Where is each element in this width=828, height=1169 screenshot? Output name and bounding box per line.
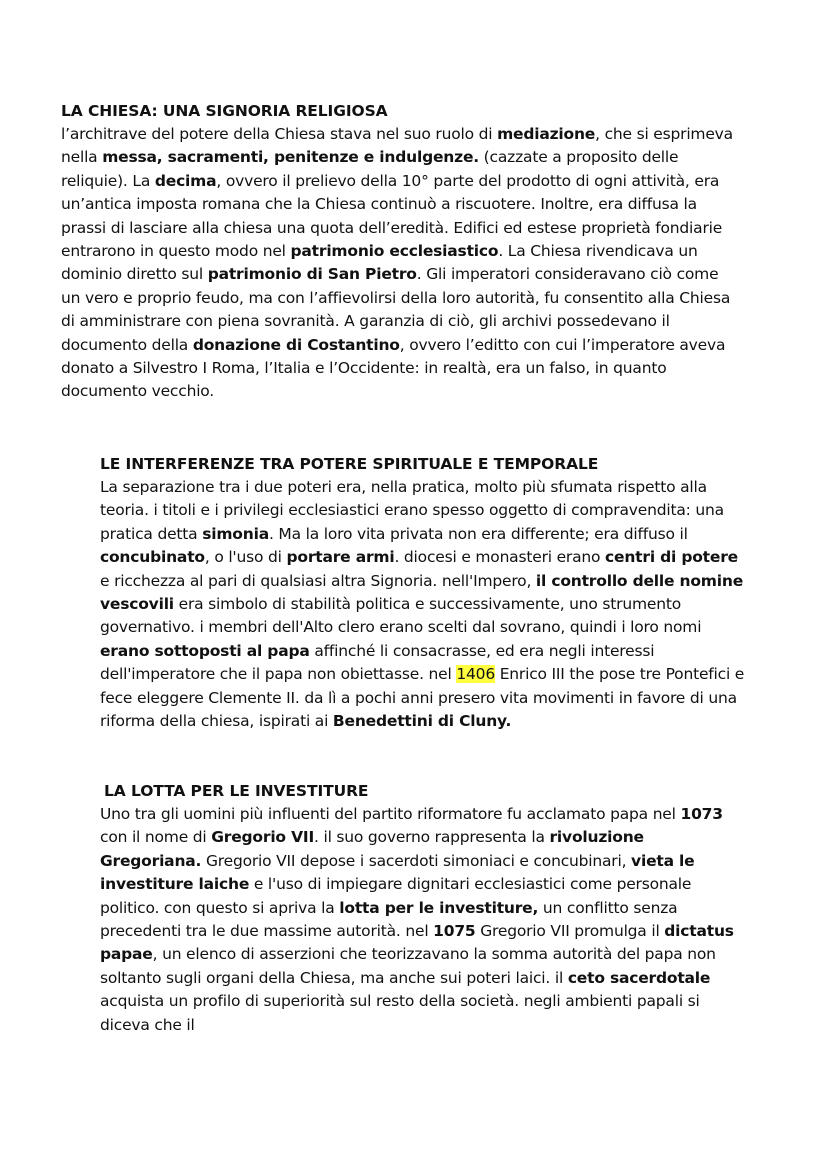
section-heading: LE INTERFERENZE TRA POTERE SPIRITUALE E TEMPORALE	[100, 455, 599, 473]
section-interferenze	[100, 453, 750, 733]
section-paragraph: La separazione tra i due poteri era, nella pratica, molto più sfumata rispetto alla teoria. i titoli e i privilegi ecclesiastici erano spesso oggetto di compravendita: una pratica detta simonia. Ma la loro vita privata non era differente; era diffuso il concubinato, o l'uso di portare armi. diocesi e monasteri erano centri di potere e ricchezza al pari di qualsiasi altra Signoria. nell'Impero, il controllo delle nomine vescovili era simbolo di stabilità politica e successivamente, uno strumento governativo. i membri dell'Alto clero erano scelti dal sovrano, quindi i loro nomi erano sottoposti al papa affinché li consacrasse, ed era negli interessi dell'imperatore che il papa non obiettasse. nel 1406 Enrico III the pose tre Pontefici e fece eleggere Clemente II. da lì a pochi anni presero vita movimenti in favore di una riforma della chiesa, ispirati ai Benedettini di Cluny.	[100, 478, 745, 731]
highlighted-year: 1406	[456, 665, 495, 684]
section-paragraph: Uno tra gli uomini più influenti del partito riformatore fu acclamato papa nel 1073 con il nome di Gregorio VII. il suo governo rappresenta la rivoluzione Gregoriana. Gregorio VII depose i sacerdoti simoniaci e concubinari, vieta le investiture laiche e l'uso di impiegare dignitari ecclesiastici come personale politico. con questo si apriva la lotta per le investiture, un conflitto senza precedenti tra le due massime autorità. nel 1075 Gregorio VII promulga il dictatus papae, un elenco di asserzioni che teorizzavano la somma autorità del papa non soltanto sugli organi della Chiesa, ma anche sui poteri laici. il ceto sacerdotale acquista un profilo di superiorità sul resto della società. negli ambienti papali si diceva che il	[100, 805, 734, 1034]
section-heading: LA CHIESA: UNA SIGNORIA RELIGIOSA	[61, 102, 388, 120]
section-paragraph: l’architrave del potere della Chiesa stava nel suo ruolo di mediazione, che si esprimeva nella messa, sacramenti, penitenze e indulgenze. (cazzate a proposito delle reliquie). La decima, ovvero il prelievo della 10° parte del prodotto di ogni attività, era un’antica imposta romana che la Chiesa continuò a riscuotere. Inoltre, era diffusa la prassi di lasciare alla chiesa una quota dell’eredità. Edifici ed estese proprietà fondiarie entrarono in questo modo nel patrimonio ecclesiastico. La Chiesa rivendicava un dominio diretto sul patrimonio di San Pietro. Gli imperatori consideravano ciò come un vero e proprio feudo, ma con l’affievolirsi della loro autorità, fu consentito alla Chiesa di amministrare con piena sovranità. A garanzia di ciò, gli archivi possedevano il documento della donazione di Costantino, ovvero l’editto con cui l’imperatore aveva donato a Silvestro I Roma, l’Italia e l’Occidente: in realtà, era un falso, in quanto documento vecchio.	[61, 125, 733, 401]
section-heading: LA LOTTA PER LE INVESTITURE	[104, 782, 369, 800]
section-chiesa-signoria	[61, 100, 741, 404]
section-lotta-investiture	[100, 780, 750, 1037]
